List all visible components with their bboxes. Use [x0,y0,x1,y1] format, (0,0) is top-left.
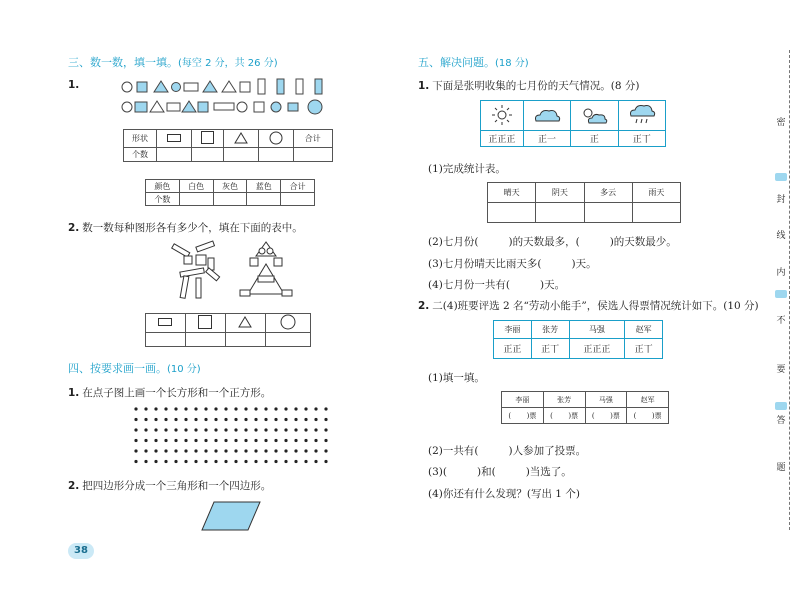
question-5-2-sub3 [428,464,572,479]
question-5-2-sub4: (4)你还有什么发现？(写出 1 个) [428,488,580,500]
rect-shape-cell [157,130,192,148]
grid-dot [134,460,137,463]
parallelogram-shape[interactable] [200,500,264,534]
grid-dot [194,439,197,442]
text: )天。 [539,279,566,291]
grid-dot [144,449,147,452]
grid-dot [224,449,227,452]
stick-figure-left [170,240,230,302]
answer-cell[interactable]: ( )票 [543,408,585,424]
question-number: 1. [68,387,80,399]
table-cell: 马强 [585,392,627,408]
grid-dot [244,428,247,431]
grid-dot [174,407,177,410]
answer-cell[interactable] [213,193,247,206]
grid-dot [314,407,317,410]
color-count-table [145,179,315,206]
grid-dot [244,418,247,421]
tally-cell: 正丅 [618,131,665,147]
grid-dot [284,460,287,463]
grid-dot [204,428,207,431]
binding-margin [744,0,800,602]
grid-dot [204,418,207,421]
question-number: 2. [418,300,430,312]
table-cell: 李丽 [502,392,544,408]
question-text: 下面是张明收集的七月份的天气情况。(8 分) [432,80,640,92]
grid-dot [284,407,287,410]
grid-dot [204,407,207,410]
tally-cell: 正正 [494,339,532,359]
section-3-points: (每空 2 分，共 26 分) [178,58,278,69]
question-4-2 [68,478,271,493]
tally-cell: 正正正 [569,339,625,359]
grid-dot [274,428,277,431]
table-cell: 赵军 [627,392,669,408]
weather-count-table [487,182,681,223]
grid-dot [204,449,207,452]
grid-dot [234,407,237,410]
text: )和( [476,466,496,478]
side-marker [775,173,787,181]
question-number: 1. [418,80,430,92]
grid-dot [294,407,297,410]
square-shape-cell [185,314,225,333]
grid-dot [214,407,217,410]
answer-cell[interactable]: ( )票 [585,408,627,424]
unit: 票 [654,411,662,420]
grid-dot [294,428,297,431]
section-5-heading [418,54,529,70]
unit: 票 [571,411,579,420]
answer-cell[interactable]: ( )票 [502,408,544,424]
question-5-2-sub1: (1)填一填。 [428,372,485,384]
grid-dot [294,439,297,442]
question-5-2-sub2 [428,443,586,458]
grid-dot [154,428,157,431]
question-5-1-sub4 [428,277,565,292]
grid-dot [264,418,267,421]
table-cell: 白色 [179,180,213,193]
grid-dot [174,428,177,431]
table-cell: 李丽 [494,321,532,339]
triangle-shape-cell [225,314,265,333]
grid-dot [254,428,257,431]
grid-dot [144,460,147,463]
grid-dot [294,418,297,421]
grid-dot [164,439,167,442]
unit: 票 [612,411,620,420]
text: )的天数最少。 [609,236,677,248]
grid-dot [324,449,327,452]
grid-dot [234,428,237,431]
grid-dot [324,407,327,410]
grid-dot [254,439,257,442]
answer-cell[interactable] [185,333,225,347]
grid-dot [314,460,317,463]
grid-dot [184,439,187,442]
question-5-1-sub2 [428,234,677,249]
tally-cell: 正丅 [531,339,569,359]
grid-dot [194,428,197,431]
grid-dot [144,407,147,410]
table-cell: 晴天 [488,183,536,203]
grid-dot [184,428,187,431]
question-5-1-sub1: (1)完成统计表。 [428,163,506,175]
grid-dot [154,460,157,463]
circle-shape-cell [258,130,293,148]
text: )人参加了投票。 [508,445,587,457]
grid-dot [314,428,317,431]
question-3-1 [68,79,82,91]
grid-dot [134,449,137,452]
question-text: 二(4)班要评选 2 名“劳动小能手”，侯选人得票情况统计如下。(10 分) [432,300,759,312]
side-char: 题 [776,463,786,473]
grid-dot [234,449,237,452]
question-text: 在点子图上画一个长方形和一个正方形。 [82,387,272,399]
grid-dot [304,407,307,410]
side-char: 答 [776,416,786,426]
triangle-shape-cell [224,130,259,148]
table-cell: 合计 [281,180,315,193]
table-cell: 张芳 [531,321,569,339]
cloudy-icon [523,101,570,131]
grid-dot [134,428,137,431]
grid-dot [264,407,267,410]
table-cell: 赵军 [625,321,663,339]
weather-tally-table [480,100,666,147]
grid-dot [274,439,277,442]
grid-dot [224,407,227,410]
grid-dot [254,449,257,452]
answer-cell[interactable] [584,203,632,223]
grid-dot [184,460,187,463]
grid-dot [214,460,217,463]
table-cell: 蓝色 [247,180,281,193]
grid-dot [134,418,137,421]
answer-cell[interactable] [632,203,680,223]
answer-cell[interactable] [281,193,315,206]
table-cell: 雨天 [632,183,680,203]
grid-dot [324,439,327,442]
dot-grid[interactable] [132,405,332,467]
table-cell: 个数 [124,148,157,162]
side-char: 封 [776,195,786,205]
question-5-1-sub3 [428,256,597,271]
grid-dot [164,449,167,452]
grid-dot [304,428,307,431]
text: (4)七月份一共有( [428,279,510,291]
question-number: 1. [68,79,80,91]
grid-dot [194,418,197,421]
grid-dot [274,418,277,421]
grid-dot [224,439,227,442]
vote-tally-table [493,320,663,359]
grid-dot [324,460,327,463]
grid-dot [274,407,277,410]
grid-dot [164,428,167,431]
grid-dot [314,449,317,452]
grid-dot [214,428,217,431]
section-4-title: 四、按要求画一画。 [68,362,167,375]
grid-dot [154,449,157,452]
grid-dot [304,418,307,421]
answer-cell[interactable]: ( )票 [627,408,669,424]
grid-dot [284,439,287,442]
text: )天。 [571,258,597,270]
grid-dot [194,407,197,410]
grid-dot [264,460,267,463]
side-char: 线 [776,231,786,241]
sunny-icon [481,101,524,131]
grid-dot [164,418,167,421]
grid-dot [304,449,307,452]
section-4-points: (10 分) [167,364,201,375]
answer-cell[interactable] [488,203,536,223]
section-5-title: 五、解决问题。 [418,56,495,69]
answer-cell[interactable] [247,193,281,206]
grid-dot [244,439,247,442]
section-3-title: 三、数一数，填一填。 [68,56,178,69]
grid-dot [174,449,177,452]
answer-cell[interactable] [536,203,584,223]
grid-dot [264,449,267,452]
table-cell: 颜色 [146,180,180,193]
grid-dot [214,439,217,442]
grid-dot [294,449,297,452]
side-char: 不 [776,316,786,326]
side-char: 内 [776,268,786,278]
table-cell: 个数 [146,193,180,206]
grid-dot [164,460,167,463]
grid-dot [244,460,247,463]
grid-dot [144,428,147,431]
shapes-row-2 [120,98,340,116]
grid-dot [184,449,187,452]
grid-dot [154,418,157,421]
grid-dot [144,439,147,442]
dashed-fold-line [789,50,790,530]
grid-dot [184,418,187,421]
side-marker [775,290,787,298]
answer-cell[interactable] [191,148,223,162]
grid-dot [224,460,227,463]
grid-dot [214,449,217,452]
section-5-points: (18 分) [495,58,529,69]
grid-dot [304,439,307,442]
grid-dot [264,428,267,431]
text: )当选了。 [525,466,572,478]
side-char: 要 [776,365,786,375]
page-number: 38 [68,543,94,559]
square-shape-cell [191,130,223,148]
table-cell: 多云 [584,183,632,203]
answer-cell[interactable] [225,333,265,347]
unit: 票 [529,411,537,420]
grid-dot [254,418,257,421]
grid-dot [274,460,277,463]
grid-dot [154,439,157,442]
grid-dot [174,460,177,463]
figure-count-table [145,313,311,347]
question-5-1 [418,78,640,93]
shapes-row-1 [120,78,340,96]
table-cell: 形状 [124,130,157,148]
shape-count-table [123,129,333,162]
grid-dot [134,407,137,410]
section-3-heading [68,54,278,70]
grid-dot [274,449,277,452]
tally-cell: 正一 [523,131,570,147]
question-number: 2. [68,480,80,492]
question-5-2 [418,298,759,313]
grid-dot [134,439,137,442]
side-marker [775,402,787,410]
question-number: 2. [68,222,80,234]
text: (2)一共有( [428,445,479,457]
grid-dot [234,418,237,421]
grid-dot [324,428,327,431]
grid-dot [224,418,227,421]
grid-dot [314,439,317,442]
tally-cell: 正 [571,131,618,147]
answer-cell[interactable] [293,148,332,162]
tally-cell: 正丅 [625,339,663,359]
grid-dot [244,407,247,410]
partly-cloudy-icon [571,101,618,131]
grid-dot [304,460,307,463]
grid-dot [284,449,287,452]
circle-shape-cell [265,314,310,333]
answer-cell[interactable] [265,333,310,347]
grid-dot [174,418,177,421]
grid-dot [234,439,237,442]
grid-dot [264,439,267,442]
answer-cell[interactable] [146,333,186,347]
grid-dot [284,428,287,431]
answer-cell[interactable] [258,148,293,162]
table-cell: 马强 [569,321,625,339]
grid-dot [234,460,237,463]
question-3-2 [68,220,303,235]
vote-count-table [501,391,669,424]
text: (3)七月份晴天比雨天多( [428,258,542,270]
answer-cell[interactable] [224,148,259,162]
rect-shape-cell [146,314,186,333]
grid-dot [244,449,247,452]
grid-dot [254,407,257,410]
grid-dot [294,460,297,463]
grid-dot [164,407,167,410]
table-cell: 合计 [293,130,332,148]
tally-cell: 正正正 [481,131,524,147]
grid-dot [214,418,217,421]
section-4-heading [68,360,201,376]
grid-dot [194,460,197,463]
table-cell: 灰色 [213,180,247,193]
grid-dot [184,407,187,410]
question-text: 把四边形分成一个三角形和一个四边形。 [82,480,272,492]
text: (2)七月份( [428,236,479,248]
table-cell: 张芳 [543,392,585,408]
stick-figure-right [236,240,296,302]
answer-cell[interactable] [179,193,213,206]
grid-dot [284,418,287,421]
grid-dot [224,428,227,431]
rainy-icon [618,101,665,131]
grid-dot [204,439,207,442]
grid-dot [154,407,157,410]
grid-dot [254,460,257,463]
question-4-1 [68,385,271,400]
text: )的天数最多，( [508,236,580,248]
grid-dot [324,418,327,421]
grid-dot [204,460,207,463]
table-cell: 阴天 [536,183,584,203]
grid-dot [144,418,147,421]
grid-dot [194,449,197,452]
grid-dot [174,439,177,442]
text: (3)( [428,466,447,478]
answer-cell[interactable] [157,148,192,162]
question-text: 数一数每种图形各有多少个，填在下面的表中。 [82,222,303,234]
grid-dot [314,418,317,421]
side-char: 密 [776,118,786,128]
